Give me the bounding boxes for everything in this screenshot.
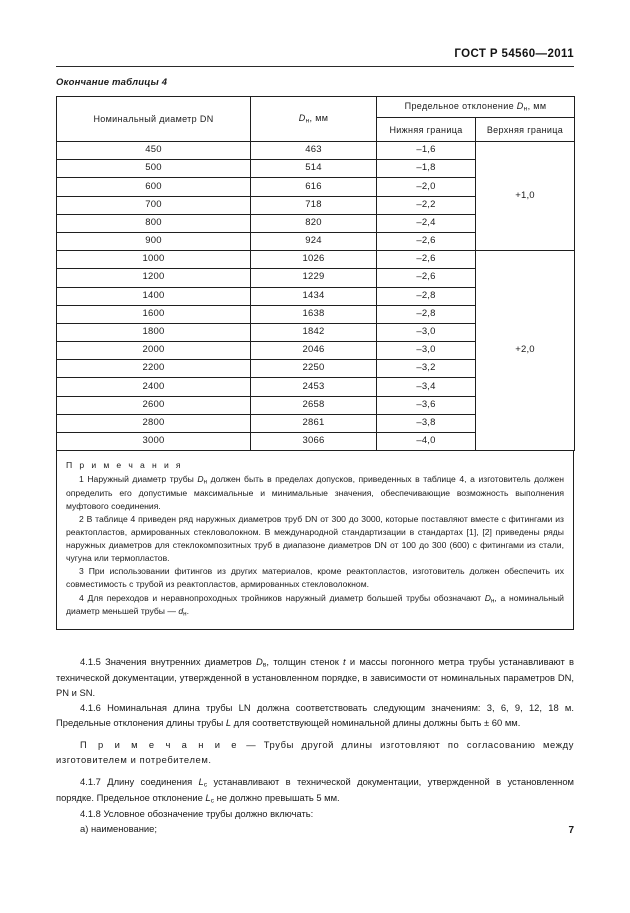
header-outer-diameter xyxy=(251,97,377,142)
cell-lower-limit: –4,0 xyxy=(377,433,476,451)
cell-nominal-diameter: 500 xyxy=(57,160,251,178)
table-header xyxy=(57,97,575,142)
header-nominal-diameter: Номинальный диаметр DN xyxy=(57,97,251,142)
cell-nominal-diameter: 1800 xyxy=(57,323,251,341)
header-divider xyxy=(56,66,574,67)
note-item-1: 1 Наружный диаметр трубы $D_н$ должен быть в пределах допусков, приведенных в таблице 4, а изготовитель должен определить его допустимые максимальные и минимальные значения, обеспечивающие возможность выполнения муфтового соединения. xyxy=(66,474,565,512)
header-outer-diameter-subscript: н xyxy=(305,117,310,125)
standard-header-title: ГОСТ Р 54560—2011 xyxy=(454,48,574,60)
notes-title: П р и м е ч а н и я xyxy=(66,460,183,470)
paragraph-note-length xyxy=(56,738,574,768)
cell-lower-limit: –1,6 xyxy=(377,142,476,160)
cell-lower-limit: –3,2 xyxy=(377,360,476,378)
cell-nominal-diameter: 800 xyxy=(57,214,251,232)
cell-lower-limit: –3,0 xyxy=(377,323,476,341)
cell-nominal-diameter: 2600 xyxy=(57,396,251,414)
cell-lower-limit: –2,6 xyxy=(377,232,476,250)
paragraph-4-1-5: 4.1.5 Значения внутренних диаметров $D_в$, толщин стенок t и массы погонного метра трубы устанавливают в технической документации, утвержденной в установленном порядке, в зависимости от номинальных параметров DN, PN и SN. xyxy=(56,656,575,699)
cell-lower-limit: –2,2 xyxy=(377,196,476,214)
header-deviation-subscript: н xyxy=(523,105,528,113)
cell-lower-limit: –2,6 xyxy=(377,251,476,269)
notes-list xyxy=(66,473,564,619)
note-body: — Трубы другой длины изготовляют по согласованию между изготовителем и потребителем. xyxy=(56,738,574,765)
cell-outer-diameter: 1026 xyxy=(251,251,377,269)
table-body xyxy=(57,142,575,451)
paragraph-4-1-6: 4.1.6 Номинальная длина трубы LN должна соответствовать следующим значениям: 3, 6, 9, 12, 18 м. Предельные отклонения длины трубы L для соответствующей номинальной длины должны быть ± 60 мм. xyxy=(56,702,574,728)
cell-nominal-diameter: 1200 xyxy=(57,269,251,287)
header-outer-diameter-unit: , мм xyxy=(309,112,329,123)
cell-outer-diameter: 616 xyxy=(251,178,377,196)
paragraph-4-1-8-a: а) наименование; xyxy=(80,823,157,835)
cell-lower-limit: –3,6 xyxy=(377,396,476,414)
cell-nominal-diameter: 450 xyxy=(57,142,251,160)
cell-nominal-diameter: 600 xyxy=(57,178,251,196)
cell-outer-diameter: 2453 xyxy=(251,378,377,396)
header-deviation-symbol: D xyxy=(516,101,524,112)
cell-lower-limit: –2,8 xyxy=(377,287,476,305)
cell-outer-diameter: 820 xyxy=(251,214,377,232)
cell-lower-limit: –2,6 xyxy=(377,269,476,287)
cell-outer-diameter: 1434 xyxy=(251,287,377,305)
cell-outer-diameter: 1229 xyxy=(251,269,377,287)
cell-lower-limit: –2,4 xyxy=(377,214,476,232)
cell-outer-diameter: 718 xyxy=(251,196,377,214)
table-notes-box xyxy=(56,450,574,630)
cell-lower-limit: –3,8 xyxy=(377,414,476,432)
cell-outer-diameter: 924 xyxy=(251,232,377,250)
cell-nominal-diameter: 2000 xyxy=(57,342,251,360)
cell-outer-diameter: 2658 xyxy=(251,396,377,414)
note-item-4: 4 Для переходов и неравнопроходных тройников наружный диаметр большей трубы обозначают $D_н$, а номинальный диаметр меньшей трубы — $d_н$. xyxy=(66,592,564,618)
page-number: 7 xyxy=(568,825,574,836)
cell-outer-diameter: 1842 xyxy=(251,323,377,341)
table-row xyxy=(57,142,575,160)
cell-outer-diameter: 2861 xyxy=(251,414,377,432)
cell-nominal-diameter: 900 xyxy=(57,232,251,250)
cell-outer-diameter: 1638 xyxy=(251,305,377,323)
table-caption: Окончание таблицы 4 xyxy=(56,77,168,88)
table-row xyxy=(57,251,575,269)
cell-nominal-diameter: 2400 xyxy=(57,378,251,396)
paragraph-4-1-7: 4.1.7 Длину соединения $L_с$ устанавливают в технической документации, утвержденной в установленном порядке. Предельное отклонение $L_с$ не должно превышать 5 мм. xyxy=(56,775,574,805)
note-item-3: 3 При использовании фитингов из других материалов, кроме реактопластов, изготовитель должен обеспечить их совместимость с трубой из реактопластов, армированных стекловолокном. xyxy=(66,566,564,590)
cell-lower-limit: –2,0 xyxy=(377,178,476,196)
body-text-block xyxy=(45,648,585,837)
cell-outer-diameter: 3066 xyxy=(251,433,377,451)
paragraph-4-1-8: 4.1.8 Условное обозначение трубы должно включать: xyxy=(80,808,314,820)
pipe-diameter-table xyxy=(56,96,575,451)
cell-upper-limit: +2,0 xyxy=(476,251,575,451)
cell-lower-limit: –2,8 xyxy=(377,305,476,323)
cell-lower-limit: –1,8 xyxy=(377,160,476,178)
cell-outer-diameter: 2046 xyxy=(251,342,377,360)
header-lower-limit: Нижняя граница xyxy=(377,118,476,142)
cell-nominal-diameter: 2200 xyxy=(57,360,251,378)
cell-lower-limit: –3,0 xyxy=(377,342,476,360)
cell-nominal-diameter: 1600 xyxy=(57,305,251,323)
cell-outer-diameter: 2250 xyxy=(251,360,377,378)
cell-nominal-diameter: 700 xyxy=(57,196,251,214)
cell-outer-diameter: 514 xyxy=(251,160,377,178)
header-outer-diameter-symbol: D xyxy=(298,112,306,123)
cell-nominal-diameter: 3000 xyxy=(57,433,251,451)
header-upper-limit: Верхняя граница xyxy=(476,118,575,142)
cell-nominal-diameter: 1400 xyxy=(57,287,251,305)
cell-upper-limit: +1,0 xyxy=(476,142,575,251)
cell-outer-diameter: 463 xyxy=(251,142,377,160)
cell-lower-limit: –3,4 xyxy=(377,378,476,396)
header-deviation-group xyxy=(377,97,575,118)
note-label: П р и м е ч а н и е xyxy=(80,738,239,750)
header-deviation-text: Предельное отклонение xyxy=(404,101,517,112)
cell-nominal-diameter: 1000 xyxy=(57,251,251,269)
header-deviation-unit: , мм xyxy=(527,101,547,112)
table-container xyxy=(56,96,574,451)
cell-nominal-diameter: 2800 xyxy=(57,414,251,432)
note-item-2: 2 В таблице 4 приведен ряд наружных диаметров труб DN от 300 до 3000, которые поставляют вместе с фитингами из реактопластов, армированных стекловолокном. В международной стандартизации в стандартах [1], [2] приведены ряды наружных диаметров для стеклокомпозитных труб в диапазоне диаметров DN от 100 до 300 (600) с фитингами из стали, чугуна или термопластов. xyxy=(66,514,564,564)
